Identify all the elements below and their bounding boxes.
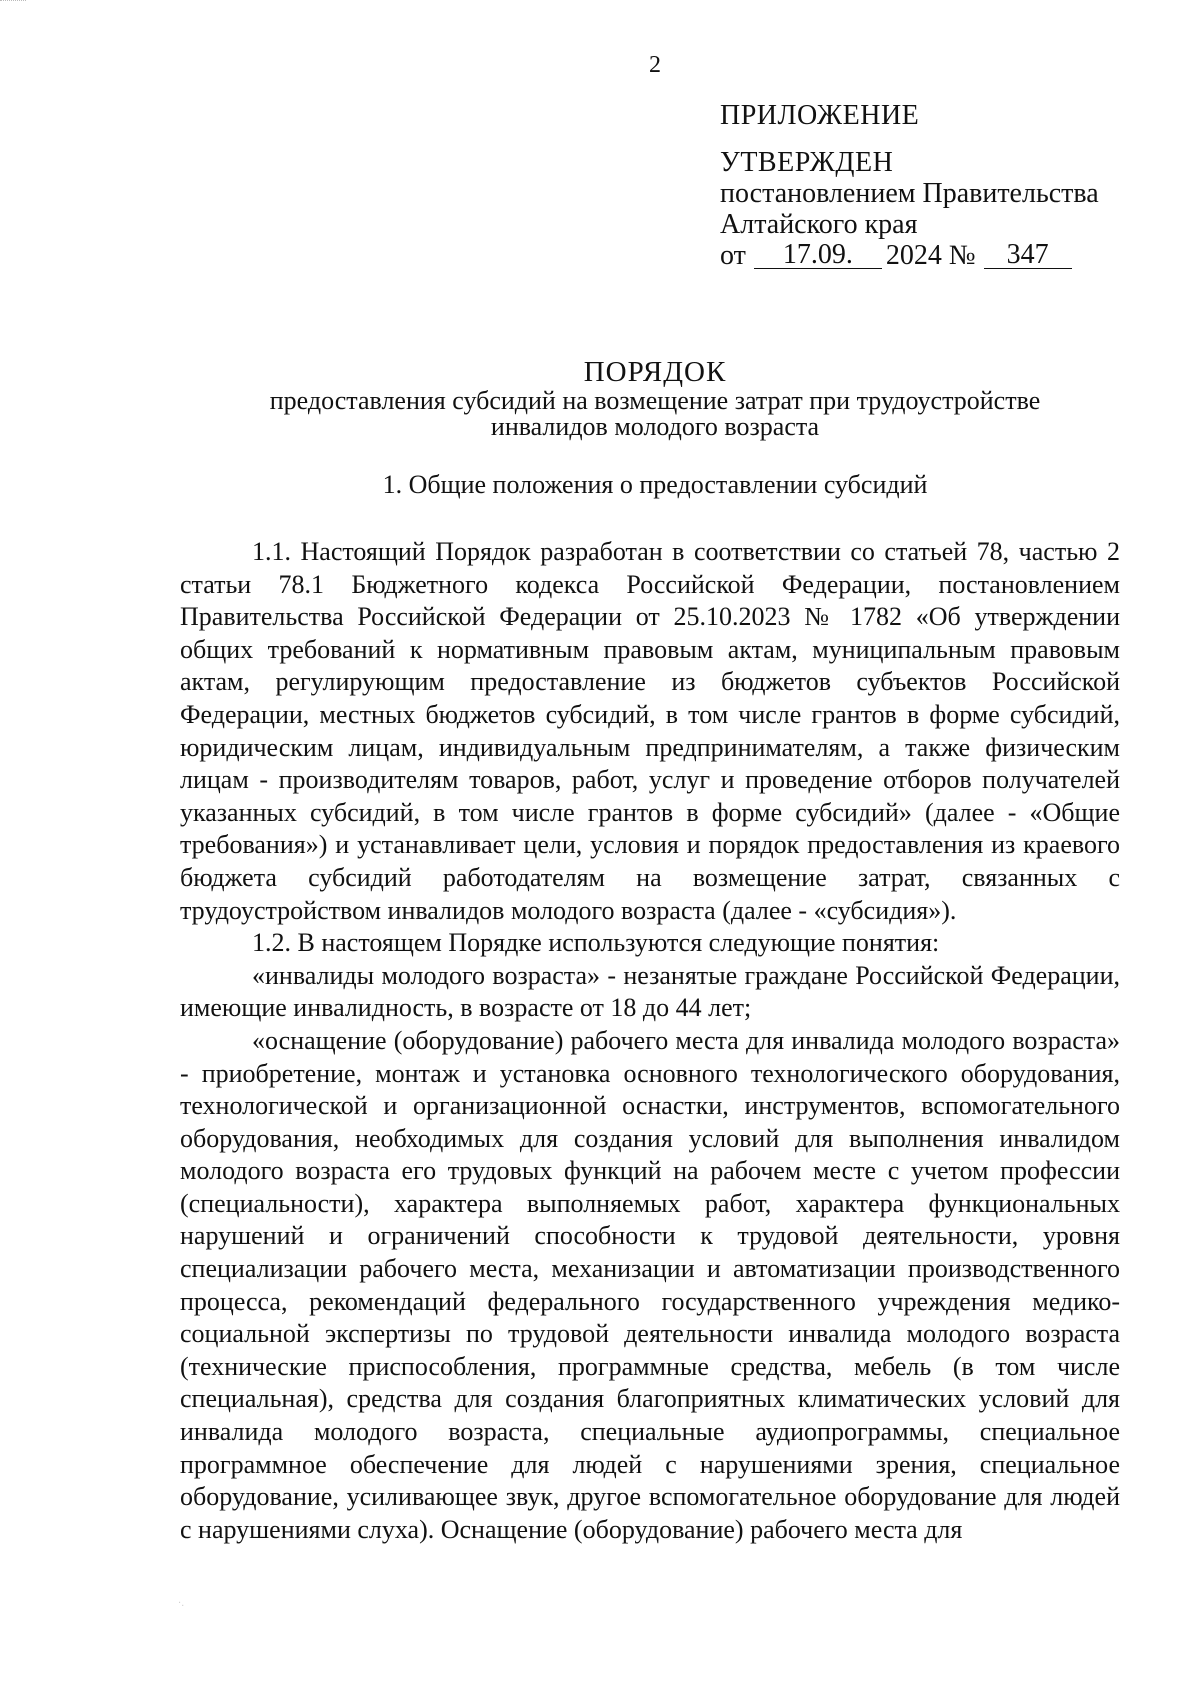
approval-authority-line: постановлением Правительства: [720, 178, 1099, 209]
section-heading: 1. Общие положения о предоставлении субсидий: [382, 470, 928, 499]
definition-young-disabled: «инвалиды молодого возраста» - незанятые граждане Российской Федерации, имеющие инвалидность, в возрасте от 18 до 44 лет;: [180, 960, 1120, 1023]
scan-artifact: [0, 0, 26, 7]
paragraph-1-1: 1.1. Настоящий Порядок разработан в соответствии со статьей 78, частью 2 статьи 78.1 Бюджетного кодекса Российской Федерации, постановлением Правительства Российской Федерации от 25.10.2023 № 1782 «Об утверждении общих требований к нормативным правовым актам, муниципальным правовым актам, регулирующим предоставление из бюджетов субъектов Российской Федерации, местных бюджетов субсидий, в том числе грантов в форме субсидий, юридическим лицам, индивидуальным предпринимателям, а также физическим лицам - производителям товаров, работ, услуг и проведение отборов получателей указанных субсидий, в том числе грантов в форме субсидий» (далее - «Общие требования») и устанавливает цели, условия и порядок предоставления из краевого бюджета субсидий работодателям на возмещение затрат, связанных с трудоустройством инвалидов молодого возраста (далее - «субсидия»).: [180, 537, 1120, 925]
document-subtitle-line-2: инвалидов молодого возраста: [490, 412, 820, 441]
approved-label: УТВЕРЖДЕН: [720, 147, 894, 178]
document-title-block: [180, 356, 1130, 440]
approval-stamp-block: [720, 100, 1140, 271]
approval-year: 2024 №: [885, 240, 976, 271]
scan-artifact-dot: ·.: [178, 1598, 185, 1609]
paragraph-1-2: 1.2. В настоящем Порядке используются следующие понятия:: [252, 928, 940, 958]
page-number: 2: [649, 52, 661, 78]
document-body: [180, 536, 1120, 1546]
approval-date-line: [720, 240, 1140, 271]
approval-region-line: Алтайского края: [720, 209, 918, 240]
date-prefix: от: [720, 240, 746, 271]
document-subtitle-line-1: предоставления субсидий на возмещение затрат при трудоустройстве: [269, 386, 1041, 415]
approval-date-field: 17.09.: [754, 242, 882, 269]
document-title: ПОРЯДОК: [583, 356, 727, 388]
appendix-label: ПРИЛОЖЕНИЕ: [720, 100, 920, 131]
definition-workplace-equipment: «оснащение (оборудование) рабочего места для инвалида молодого возраста» - приобретение, монтаж и установка основного технологического оборудования, технологической и организационной оснастки, инструментов, вспомогательного оборудования, необходимых для создания условий для выполнения инвалидом молодого возраста его трудовых функций на рабочем месте с учетом профессии (специальности), характера выполняемых работ, характера функциональных нарушений и ограничений способности к трудовой деятельности, уровня специализации рабочего места, механизации и автоматизации производственного процесса, рекомендаций федерального государственного учреждения медико-социальной экспертизы по трудовой деятельности инвалида молодого возраста (технические приспособления, программные средства, мебель (в том числе специальная), средства для создания благоприятных климатических условий для инвалида молодого возраста, специальные аудиопрограммы, специальное программное обеспечение для людей с нарушениями зрения, специальное оборудование, усиливающее звук, другое вспомогательное оборудование для людей с нарушениями слуха). Оснащение (оборудование) рабочего места для: [180, 1025, 1120, 1544]
approval-number-field: 347: [984, 242, 1072, 269]
